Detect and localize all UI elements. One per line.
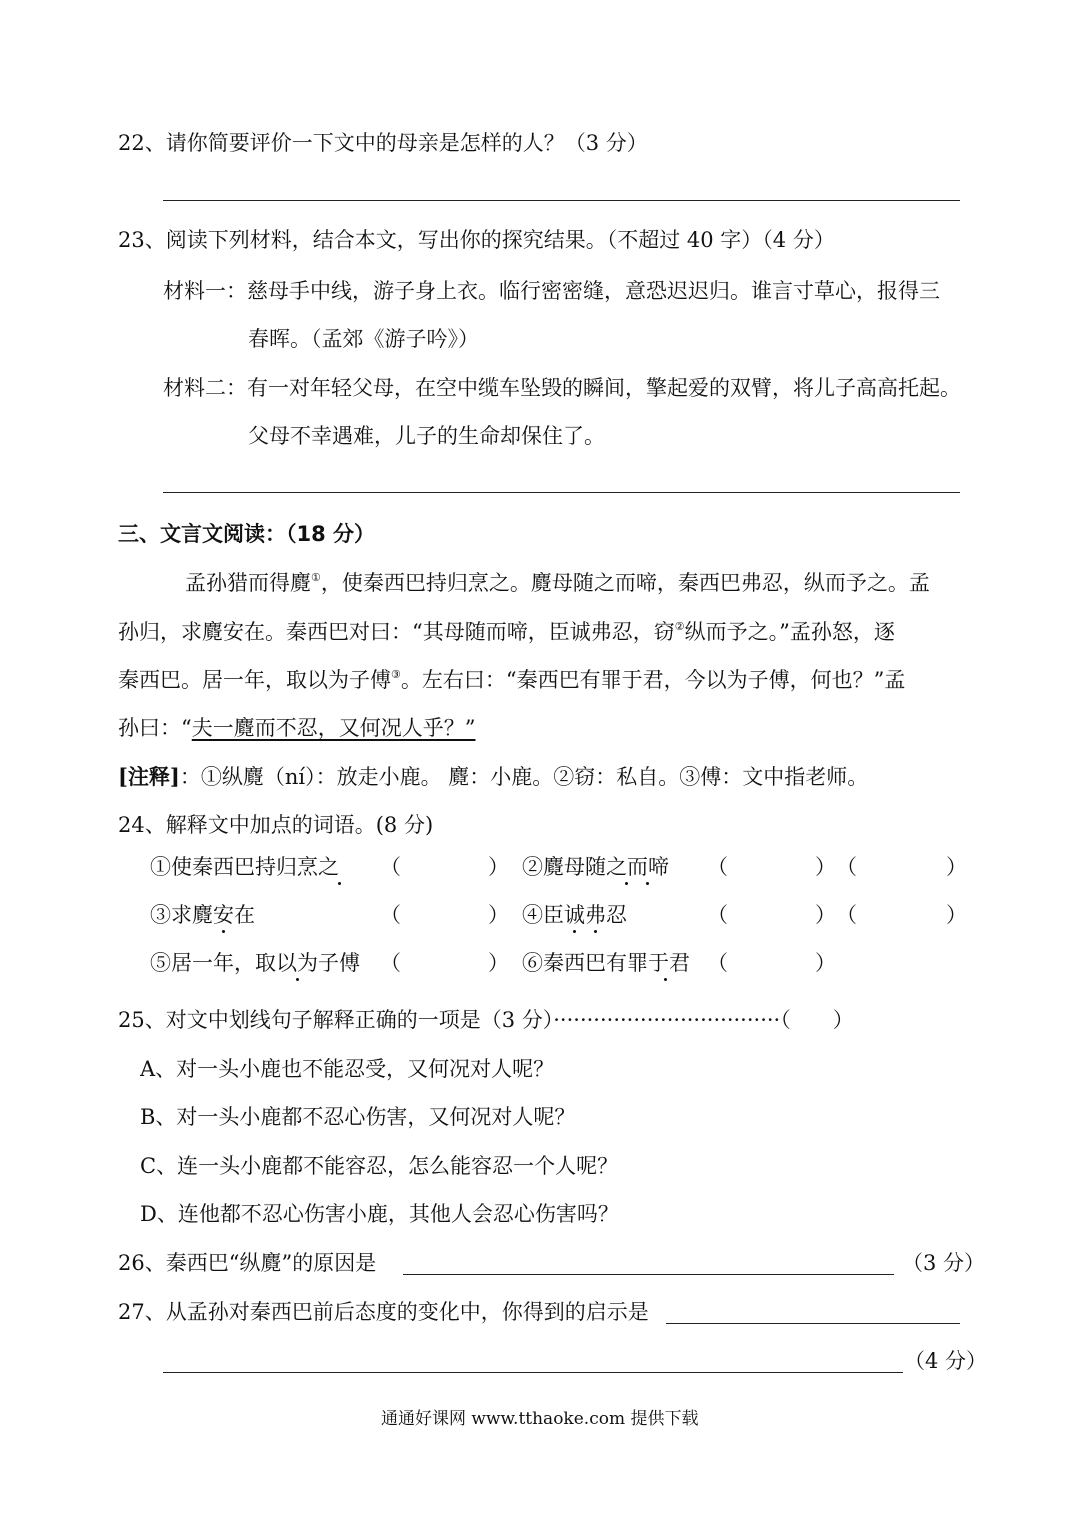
- item-1: [150, 857, 339, 878]
- item-3-answer-open[interactable]: （: [380, 903, 401, 927]
- answer-line-27a[interactable]: [666, 1323, 960, 1324]
- passage-line-1: 孟孙猎而得麑①，使秦西巴持归烹之。麑母随之而啼，秦西巴弗忍，纵而予之。孟: [185, 571, 930, 595]
- item-5-answer-open[interactable]: （: [380, 951, 401, 975]
- footnote-mark-2: ②: [674, 620, 685, 633]
- section-3-title: 三、文言文阅读：（18 分）: [118, 522, 376, 546]
- question-23: 23、阅读下列材料，结合本文，写出你的探究结果。（不超过 40 字）（4 分）: [118, 228, 835, 252]
- material-2-line-2: 父母不幸遇难，儿子的生命却保住了。: [248, 424, 605, 448]
- question-25: 25、对文中划线句子解释正确的一项是（3 分）··································（ ）: [118, 1008, 854, 1032]
- material-1-line-2: 春晖。（孟郊《游子吟》）: [248, 327, 479, 351]
- emphasis-dot: [637, 872, 658, 877]
- item-3-text: ③求麑安在: [150, 903, 255, 927]
- item-6-answer-open[interactable]: （: [707, 951, 728, 975]
- item-3: [150, 905, 255, 926]
- question-26-score: （3 分）: [902, 1251, 986, 1275]
- option-c[interactable]: C、连一头小鹿都不能容忍，怎么能容忍一个人呢？: [140, 1154, 619, 1178]
- page-footer: 通通好课网 www.tthaoke.com 提供下载: [381, 1409, 699, 1429]
- item-1-text: ①使秦西巴持归烹之: [150, 855, 339, 879]
- emphasis-dot: [329, 872, 350, 877]
- material-2-line-1: 材料二：有一对年轻父母，在空中缆车坠毁的瞬间，擎起爱的双臂，将儿子高高托起。: [163, 376, 961, 400]
- question-26: 26、秦西巴“纵麑”的原因是: [118, 1251, 377, 1275]
- passage-line-4: 孙曰：“夫一麑而不忍，又何况人乎？”: [118, 716, 476, 740]
- item-5-text: ⑤居一年，取以为子傅: [150, 951, 360, 975]
- option-b[interactable]: B、对一头小鹿都不忍心伤害，又何况对人呢？: [140, 1105, 576, 1129]
- item-4-text: ④臣诚弗忍: [522, 903, 627, 927]
- item-5-answer-close: ）: [488, 951, 509, 975]
- item-4-answer-b-open[interactable]: （: [836, 903, 857, 927]
- emphasis-dot: [655, 968, 676, 973]
- item-2-answer-a-open[interactable]: （: [707, 855, 728, 879]
- material-1-line-1: 材料一：慈母手中线，游子身上衣。临行密密缝，意恐迟迟归。谁言寸草心，报得三: [163, 279, 940, 303]
- item-5: [150, 953, 360, 974]
- item-2-answer-b-open[interactable]: （: [836, 855, 857, 879]
- item-4-answer-a-open[interactable]: （: [707, 903, 728, 927]
- emphasis-dot: [213, 920, 234, 925]
- emphasis-dot: [287, 968, 308, 973]
- item-6-answer-close: ）: [815, 951, 836, 975]
- answer-line-23[interactable]: [163, 492, 960, 493]
- option-a[interactable]: A、对一头小鹿也不能忍受，又何况对人呢？: [140, 1057, 555, 1081]
- question-27: 27、从孟孙对秦西巴前后态度的变化中，你得到的启示是: [118, 1300, 649, 1324]
- emphasis-dot: [585, 920, 606, 925]
- annotation-notes: [注释]：①纵麑（ní）：放走小鹿。 麑：小鹿。②窃：私自。③傅：文中指老师。: [118, 764, 869, 789]
- answer-line-22[interactable]: [163, 200, 960, 201]
- notes-label: [注释]: [118, 764, 180, 789]
- item-4-answer-a-close: ）: [815, 903, 836, 927]
- footnote-mark-1: ①: [311, 571, 321, 584]
- question-22: 22、请你简要评价一下文中的母亲是怎样的人？（3 分）: [118, 131, 648, 155]
- answer-line-27b[interactable]: [163, 1372, 903, 1373]
- item-1-answer-open[interactable]: （: [380, 855, 401, 879]
- item-3-answer-close: ）: [488, 903, 509, 927]
- item-6-text: ⑥秦西巴有罪于君: [522, 951, 690, 975]
- passage-line-2: 孙归，求麑安在。秦西巴对曰：“其母随而啼，臣诚弗忍，窃②纵而予之。”孟孙怒，逐: [118, 620, 895, 644]
- question-24: 24、解释文中加点的词语。(8 分): [118, 813, 434, 837]
- passage-line-3: 秦西巴。居一年，取以为子傅③。左右曰：“秦西巴有罪于君，今以为子傅，何也？”孟: [118, 668, 906, 692]
- emphasis-dot: [564, 920, 585, 925]
- item-4-answer-b-close: ）: [946, 903, 967, 927]
- underlined-sentence: 夫一麑而不忍，又何况人乎？”: [191, 716, 476, 740]
- question-27-score: （4 分）: [904, 1349, 988, 1373]
- emphasis-dot: [616, 872, 637, 877]
- item-2-answer-a-close: ）: [815, 855, 836, 879]
- option-d[interactable]: D、连他都不忍心伤害小鹿，其他人会忍心伤害吗？: [140, 1202, 619, 1226]
- item-2-answer-b-close: ）: [946, 855, 967, 879]
- footnote-mark-3: ③: [391, 668, 401, 681]
- item-1-answer-close: ）: [488, 855, 509, 879]
- item-2-text: ②麑母随之而啼: [522, 855, 669, 879]
- answer-line-26[interactable]: [403, 1274, 894, 1275]
